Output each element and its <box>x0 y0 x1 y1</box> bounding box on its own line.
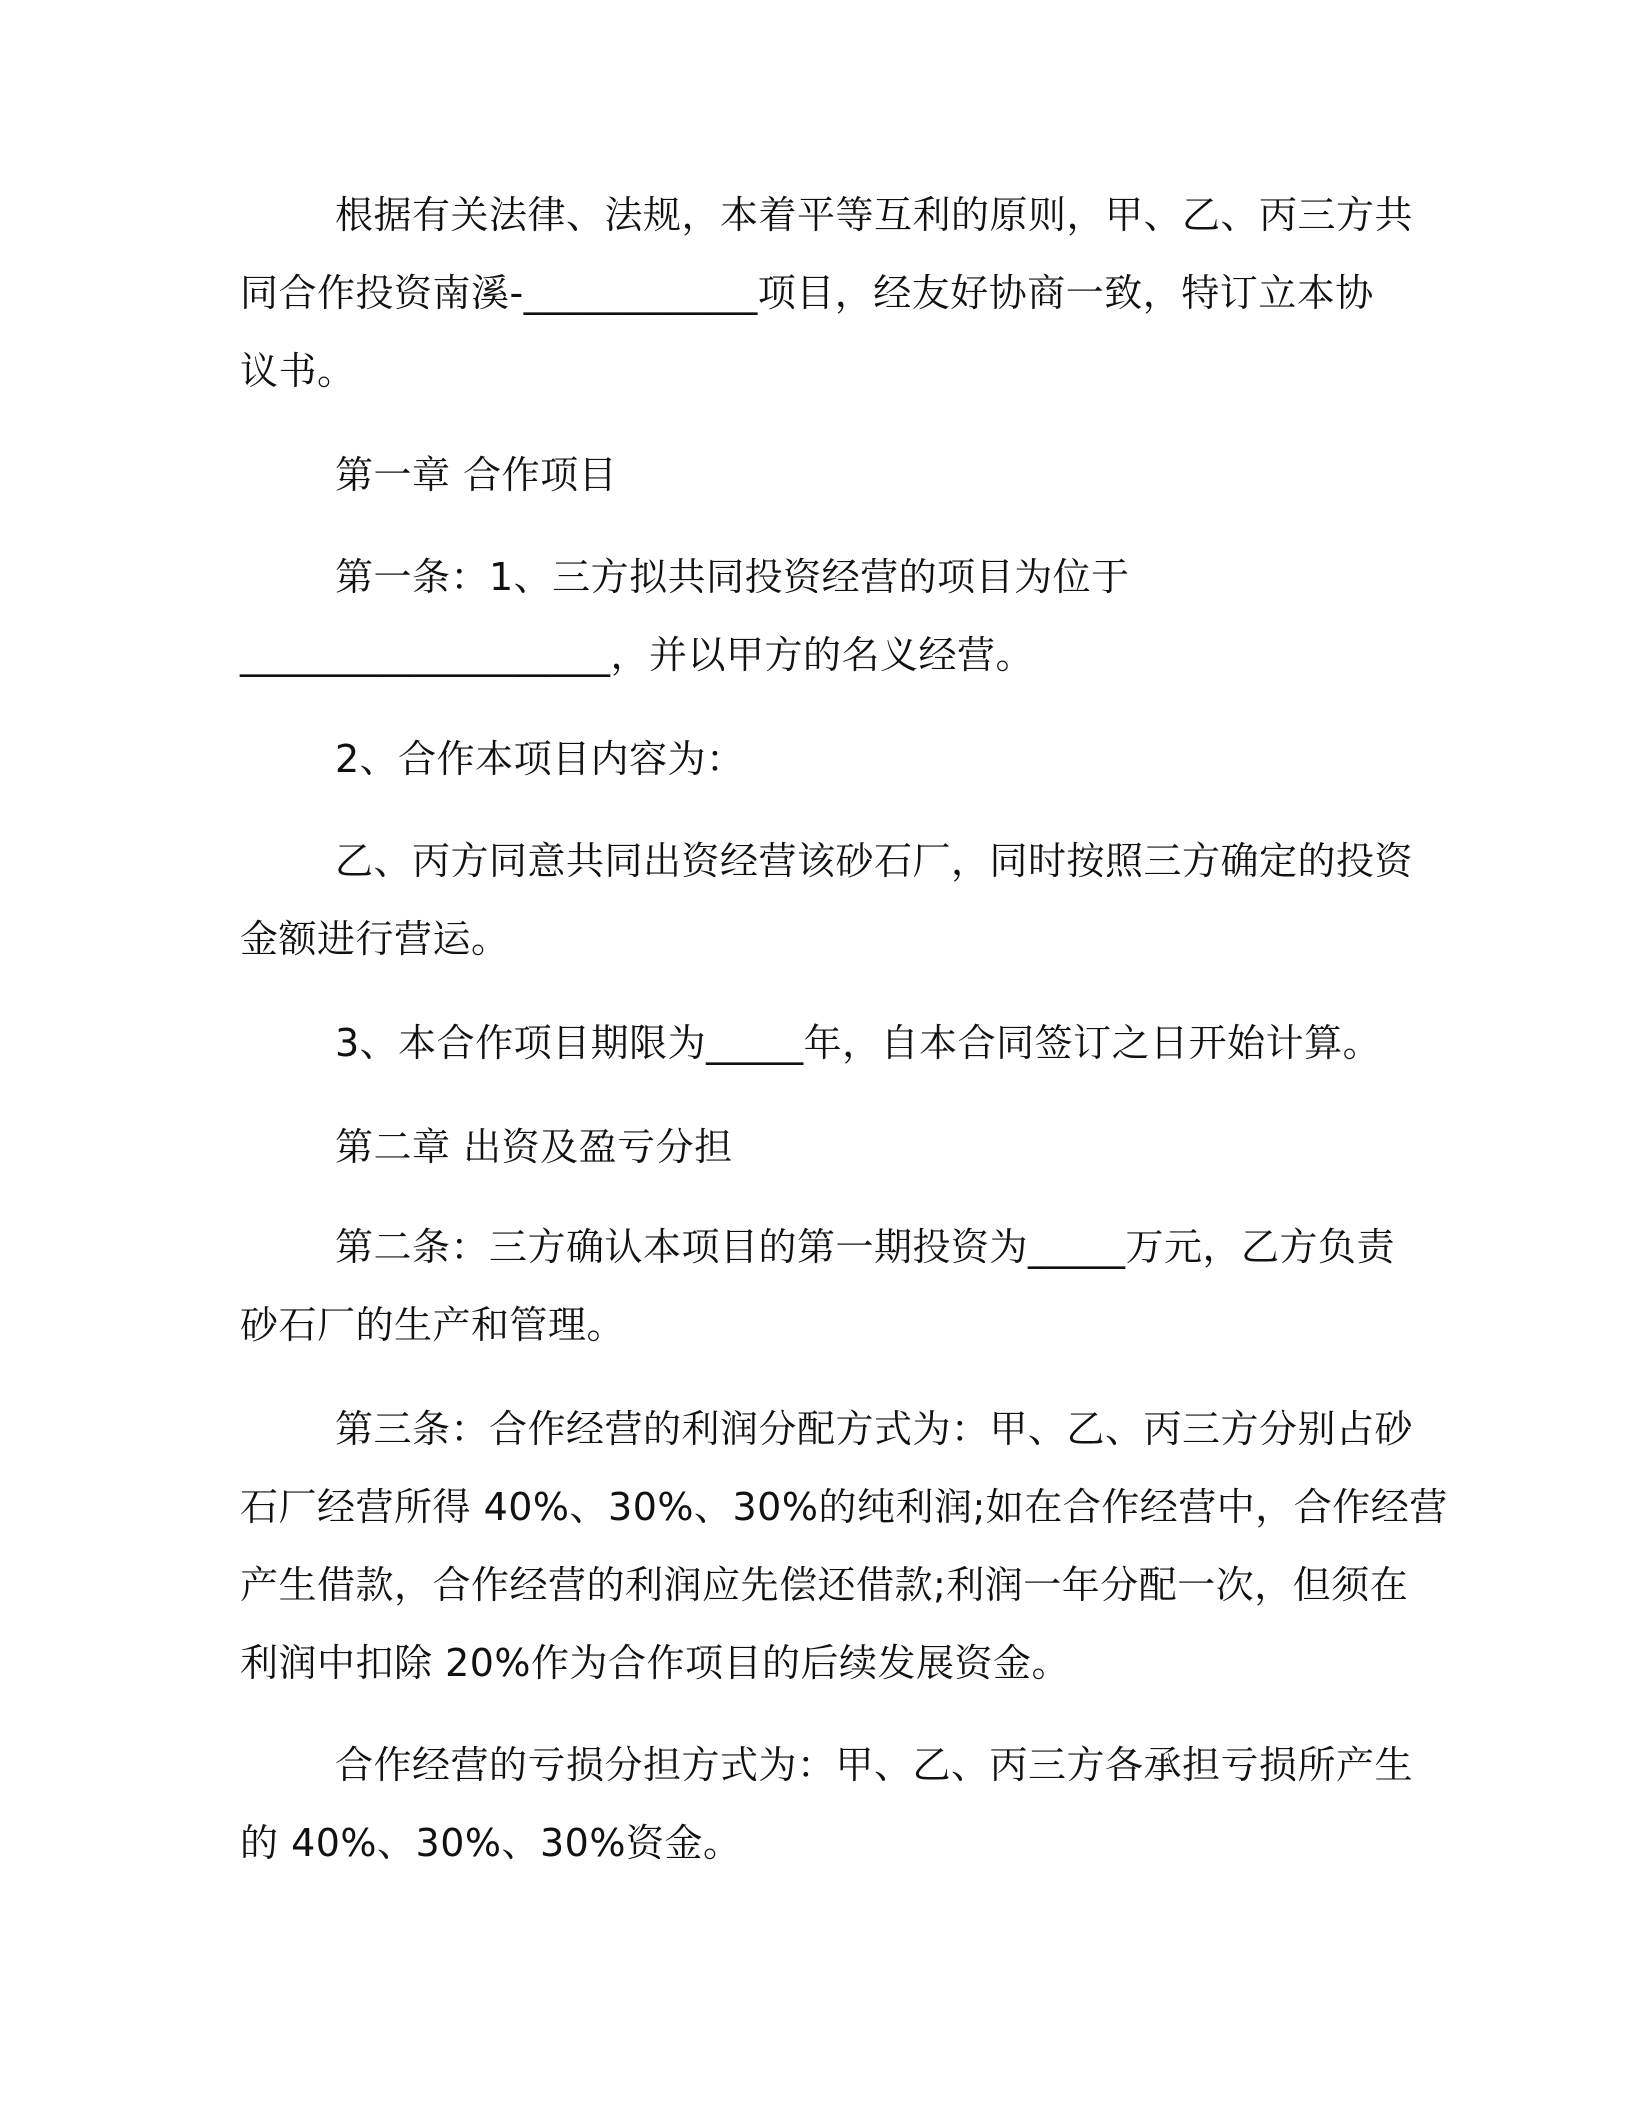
text-line: ___________________，并以甲方的名义经营。 <box>240 633 1035 677</box>
text-line: 第一条：1、三方拟共同投资经营的项目为位于 <box>335 555 1130 599</box>
text-line: 第三条：合作经营的利润分配方式为：甲、乙、丙三方分别占砂 <box>335 1407 1414 1451</box>
article-1-item-2 <box>240 720 1390 798</box>
text-line: 3、本合作项目期限为_____年，自本合同签订之日开始计算。 <box>335 1021 1382 1065</box>
text-line: 的 40%、30%、30%资金。 <box>240 1821 742 1865</box>
chapter-title: 第二章 出资及盈亏分担 <box>335 1125 733 1169</box>
article-1-item-2-body <box>240 822 1414 978</box>
text-line: 产生借款，合作经营的利润应先偿还借款;利润一年分配一次，但须在 <box>240 1563 1409 1607</box>
chapter-2-heading <box>240 1108 1390 1186</box>
text-line: 合作经营的亏损分担方式为：甲、乙、丙三方各承担亏损所产生 <box>335 1743 1414 1787</box>
text-line: 第二条：三方确认本项目的第一期投资为_____万元，乙方负责 <box>335 1225 1396 1269</box>
article-1-paragraph <box>240 538 1390 694</box>
text-line: 石厂经营所得 40%、30%、30%的纯利润;如在合作经营中，合作经营 <box>240 1485 1448 1529</box>
article-2-paragraph <box>240 1208 1396 1364</box>
text-line: 利润中扣除 20%作为合作项目的后续发展资金。 <box>240 1641 1071 1685</box>
article-1-item-3 <box>240 1004 1390 1082</box>
loss-sharing-paragraph <box>240 1726 1414 1882</box>
text-line: 金额进行营运。 <box>240 917 510 961</box>
text-line: 同合作投资南溪-____________项目，经友好协商一致，特订立本协 <box>240 271 1374 315</box>
preamble-paragraph <box>240 176 1414 410</box>
text-line: 砂石厂的生产和管理。 <box>240 1303 626 1347</box>
text-line: 乙、丙方同意共同出资经营该砂石厂，同时按照三方确定的投资 <box>335 839 1414 883</box>
chapter-title: 第一章 合作项目 <box>335 453 618 497</box>
article-3-paragraph <box>240 1390 1448 1702</box>
text-line: 议书。 <box>240 349 356 393</box>
text-line: 根据有关法律、法规，本着平等互利的原则，甲、乙、丙三方共 <box>335 193 1414 237</box>
text-line: 2、合作本项目内容为： <box>335 737 745 781</box>
chapter-1-heading <box>240 436 1390 514</box>
